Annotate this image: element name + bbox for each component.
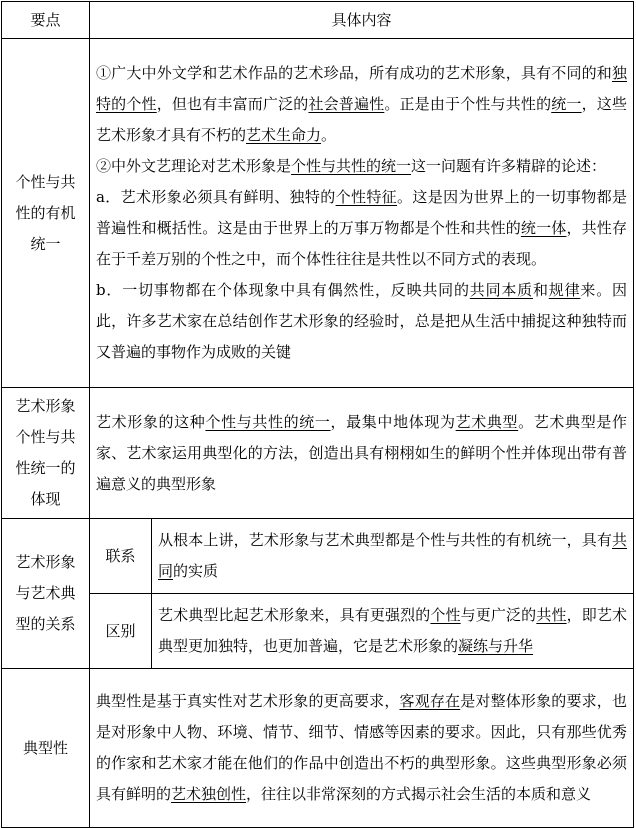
underlined-term: 艺术生命力 (246, 126, 322, 144)
header-row (2, 2, 634, 39)
underlined-term: 共性 (536, 606, 567, 624)
paragraph (96, 275, 627, 368)
header-key: 要点 (2, 2, 90, 39)
text-run: 。艺术典型是作家、艺术家运用典型化的方法，创造出具有栩栩如生的鲜明个性并体现出带有普遍意义的典型形象 (96, 412, 628, 493)
underlined-term: 社会普遍性 (308, 95, 385, 113)
paragraph (96, 151, 627, 182)
sub-key-diff: 区别 (90, 594, 152, 669)
row-content (90, 669, 634, 828)
row-key: 艺术形象个性与共性统一的体现 (2, 388, 90, 519)
row-content (90, 39, 634, 388)
document (1, 1, 635, 825)
table-row (2, 388, 634, 519)
text-run: ①广大中外文学和艺术作品的艺术珍品，所有成功的艺术形象，具有不同的和 (96, 64, 612, 82)
row-key: 典型性 (2, 669, 90, 828)
underlined-term: 统一 (551, 95, 582, 113)
table-row (2, 39, 634, 388)
underlined-term: 艺术独创性 (171, 785, 247, 803)
text-run: 是对整体形象的要求，也是对形象中人物、环境、情节、细节、情感等因素的要求。因此，只有那些优秀的作家和艺术家才能在他们的作品中创造出不朽的典型形象。这些典型形象必须具有鲜明的 (96, 692, 628, 803)
paragraph (96, 686, 627, 810)
sub-content-diff (152, 594, 634, 669)
underlined-term: 个性 (430, 606, 461, 624)
underlined-term: 个性与共性的统一 (205, 412, 331, 431)
text-run: b．一切事物都在个体现象中具有偶然性，反映共同的 (96, 281, 470, 299)
text-run: 艺术形象的这种 (96, 412, 206, 431)
text-run: ②中外文艺理论对艺术形象是 (96, 157, 292, 175)
paragraph (158, 600, 627, 662)
paragraph (96, 182, 627, 275)
text-run: 艺术典型比起艺术形象来，具有更强烈的 (158, 606, 431, 624)
underlined-term: 艺术典型 (455, 412, 519, 431)
row-content (90, 388, 634, 519)
text-run: 从根本上讲，艺术形象与艺术典型都是个性与共性的有机统一，具有 (158, 531, 612, 549)
text-run: 和 (532, 281, 549, 299)
sub-content-link (152, 519, 634, 594)
text-run: 这一问题有许多精辟的论述： (411, 157, 607, 175)
paragraph (158, 525, 627, 587)
row-key: 艺术形象与艺术典型的关系 (2, 519, 90, 669)
underlined-term: 凝练与升华 (458, 637, 534, 655)
text-run: 。正是由于个性与共性的 (384, 95, 552, 113)
text-run: 典型性是基于真实性对艺术形象的更高要求， (96, 692, 400, 710)
text-run: a．艺术形象必须具有鲜明、独特的 (96, 188, 336, 206)
paragraph (96, 407, 627, 500)
text-run: ，共性存在于千差万别的个性之中，而个体性往往是共性以不同方式的表现。 (96, 219, 627, 268)
table-row (2, 669, 634, 828)
text-run: 与更广泛的 (460, 606, 537, 624)
paragraph (96, 58, 627, 151)
underlined-term: 客观存在 (399, 692, 461, 710)
text-run: ，最集中地体现为 (330, 412, 456, 431)
table-row (2, 594, 634, 669)
underlined-term: 规律 (548, 281, 581, 299)
underlined-term: 统一体 (520, 219, 567, 237)
underlined-term: 共同 (158, 531, 628, 580)
text-run: 。 (321, 126, 337, 144)
underlined-term: 个性与共性的统一 (291, 157, 412, 175)
text-run: ，但也有丰富而广泛的 (156, 95, 309, 113)
text-run: ，即艺术典型更加独特，也更加普遍，它是艺术形象的 (158, 606, 627, 655)
knowledge-table (1, 1, 634, 828)
text-run: 。这是因为世界上的一切事物都是普遍性和概括性。这是由于世界上的万事万物都是个性和共性的 (96, 188, 627, 237)
sub-key-link: 联系 (90, 519, 152, 594)
underlined-term: 独特的个性 (96, 64, 628, 113)
table-row (2, 519, 634, 594)
underlined-term: 个性特征 (335, 188, 398, 206)
text-run: 的实质 (173, 562, 219, 580)
text-run: ，往往以非常深刻的方式揭示社会生活的本质和意义 (246, 785, 592, 803)
underlined-term: 共同本质 (469, 281, 533, 299)
text-run: ，这些艺术形象才具有不朽的 (96, 95, 627, 144)
header-content: 具体内容 (90, 2, 634, 39)
row-key: 个性与共性的有机统一 (2, 39, 90, 388)
text-run: 来。因此，许多艺术家在总结创作艺术形象的经验时，总是把从生活中捕捉这种独特而又普遍的事物作为成败的关键 (96, 281, 628, 361)
